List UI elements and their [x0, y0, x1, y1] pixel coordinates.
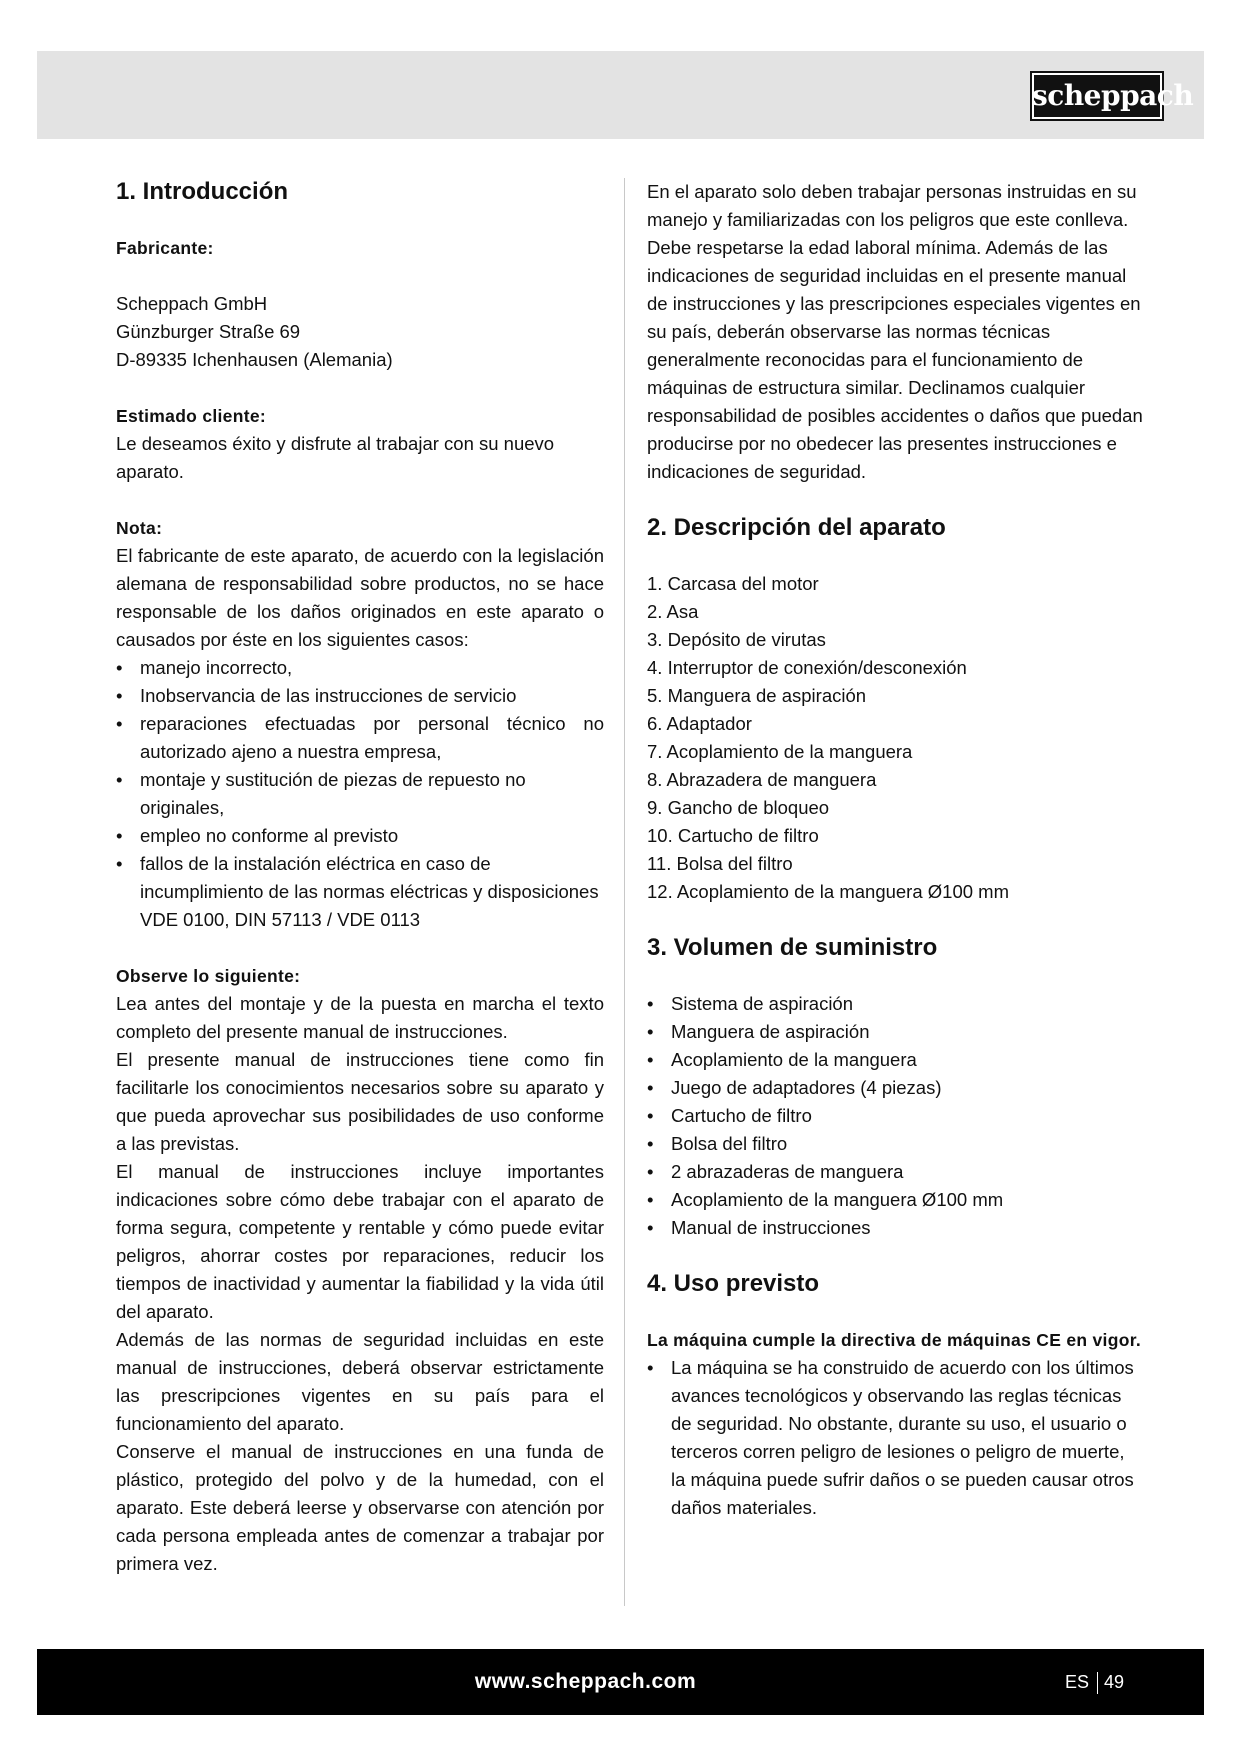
list-item: • Inobservancia de las instrucciones de servicio [116, 682, 604, 710]
list-item: • Manual de instrucciones [647, 1214, 1143, 1242]
list-item: • fallos de la instalación eléctrica en caso de incumplimiento de las normas eléctricas y disposiciones VDE 0100, DIN 57113 / VDE 0113 [116, 850, 604, 934]
section-2-title: 2. Descripción del aparato [647, 514, 946, 541]
page-indicator [1065, 1649, 1124, 1715]
list-item: 8. Abrazadera de manguera [647, 769, 877, 790]
note-list [116, 654, 604, 934]
right-column [647, 178, 1143, 1522]
page-number: 49 [1103, 1672, 1124, 1692]
use-list [647, 1354, 1143, 1522]
manufacturer-label: Fabricante: [116, 238, 214, 258]
scheppach-logo: scheppach [1030, 71, 1164, 121]
list-item: • manejo incorrecto, [116, 654, 604, 682]
list-item: • Acoplamiento de la manguera Ø100 mm [647, 1186, 1143, 1214]
list-item: • montaje y sustitución de piezas de repuesto no originales, [116, 766, 604, 822]
section-1-title: 1. Introducción [116, 178, 289, 205]
observe-paragraph: Lea antes del montaje y de la puesta en marcha el texto completo del presente manual de instrucciones. [116, 993, 604, 1042]
separator [1097, 1672, 1098, 1694]
parts-list [647, 570, 1143, 906]
observe-paragraph: Conserve el manual de instrucciones en una funda de plástico, protegido del polvo y de la humedad, con el aparato. Este deberá leerse y observarse con atención por cada persona empleada antes de comenzar a trabajar por primera vez. [116, 1441, 604, 1574]
list-item: 10. Cartucho de filtro [647, 825, 819, 846]
address-line-2: Günzburger Straße 69 [116, 321, 301, 342]
list-item: • reparaciones efectuadas por personal técnico no autorizado ajeno a nuestra empresa, [116, 710, 604, 766]
column-divider [624, 178, 625, 1606]
observe-paragraph: El presente manual de instrucciones tiene como fin facilitarle los conocimientos necesarios sobre su aparato y que pueda aprovechar sus posibilidades de uso conforme a las previstas. [116, 1049, 604, 1154]
use-label: La máquina cumple la directiva de máquinas CE en vigor. [647, 1330, 1142, 1350]
list-item: • Acoplamiento de la manguera [647, 1046, 1143, 1074]
list-item: 11. Bolsa del filtro [647, 853, 793, 874]
observe-paragraph: Además de las normas de seguridad incluidas en este manual de instrucciones, deberá observar estrictamente las prescripciones vigentes en su país para el funcionamiento del aparato. [116, 1329, 604, 1434]
list-item: 5. Manguera de aspiración [647, 685, 867, 706]
list-item: 2. Asa [647, 601, 699, 622]
footer-band [37, 1649, 1204, 1715]
list-item: • Manguera de aspiración [647, 1018, 1143, 1046]
observe-label: Observe lo siguiente: [116, 966, 301, 986]
list-item: 4. Interruptor de conexión/desconexión [647, 657, 967, 678]
list-item: 12. Acoplamiento de la manguera Ø100 mm [647, 881, 1009, 902]
list-item: 1. Carcasa del motor [647, 573, 819, 594]
website-url: www.scheppach.com [474, 1670, 697, 1693]
list-item: • Juego de adaptadores (4 piezas) [647, 1074, 1143, 1102]
list-item: • La máquina se ha construido de acuerdo con los últimos avances tecnológicos y observando las reglas técnicas de seguridad. No obstante, durante su uso, el usuario o terceros corren peligro de lesiones o peligro de muerte, la máquina puede sufrir daños o se pueden causar otros daños materiales. [647, 1354, 1143, 1522]
list-item: • 2 abrazaderas de manguera [647, 1158, 1143, 1186]
supply-list [647, 990, 1143, 1242]
address-line-1: Scheppach GmbH [116, 293, 268, 314]
list-item: 3. Depósito de virutas [647, 629, 826, 650]
list-item: 9. Gancho de bloqueo [647, 797, 830, 818]
note-label: Nota: [116, 518, 163, 538]
list-item: 6. Adaptador [647, 713, 752, 734]
note-text: El fabricante de este aparato, de acuerdo con la legislación alemana de responsabilidad sobre productos, no se hace responsable de los daños originados en este aparato o causados por éste en los siguientes casos: [116, 545, 604, 650]
list-item: • Bolsa del filtro [647, 1130, 1143, 1158]
section-3-title: 3. Volumen de suministro [647, 934, 938, 961]
observe-paragraph: El manual de instrucciones incluye importantes indicaciones sobre cómo debe trabajar con el aparato de forma segura, competente y rentable y cómo puede evitar peligros, ahorrar costes por reparaciones, reducir los tiempos de inactividad y aumentar la fiabilidad y la vida útil del aparato. [116, 1161, 604, 1322]
list-item: • empleo no conforme al previsto [116, 822, 604, 850]
list-item: • Sistema de aspiración [647, 990, 1143, 1018]
list-item: • Cartucho de filtro [647, 1102, 1143, 1130]
dear-customer-label: Estimado cliente: [116, 406, 266, 426]
language-code: ES [1064, 1672, 1089, 1692]
left-column [116, 178, 604, 1578]
list-item: 7. Acoplamiento de la manguera [647, 741, 913, 762]
address-line-3: D-89335 Ichenhausen (Alemania) [116, 349, 393, 370]
dear-customer-text: Le deseamos éxito y disfrute al trabajar con su nuevo aparato. [116, 433, 555, 482]
header-band [37, 51, 1204, 139]
safety-intro-paragraph: En el aparato solo deben trabajar personas instruidas en su manejo y familiarizadas con los peligros que este conlleva. Debe respetarse la edad laboral mínima. Además de las indicaciones de seguridad incluidas en el presente manual de instrucciones y las prescripciones especiales vigentes en su país, deberán observarse las normas técnicas generalmente reconocidas para el funcionamiento de máquinas de estructura similar. Declinamos cualquier responsabilidad de posibles accidentes o daños que puedan producirse por no obedecer las presentes instrucciones e indicaciones de seguridad. [647, 181, 1143, 482]
section-4-title: 4. Uso previsto [647, 1270, 820, 1297]
